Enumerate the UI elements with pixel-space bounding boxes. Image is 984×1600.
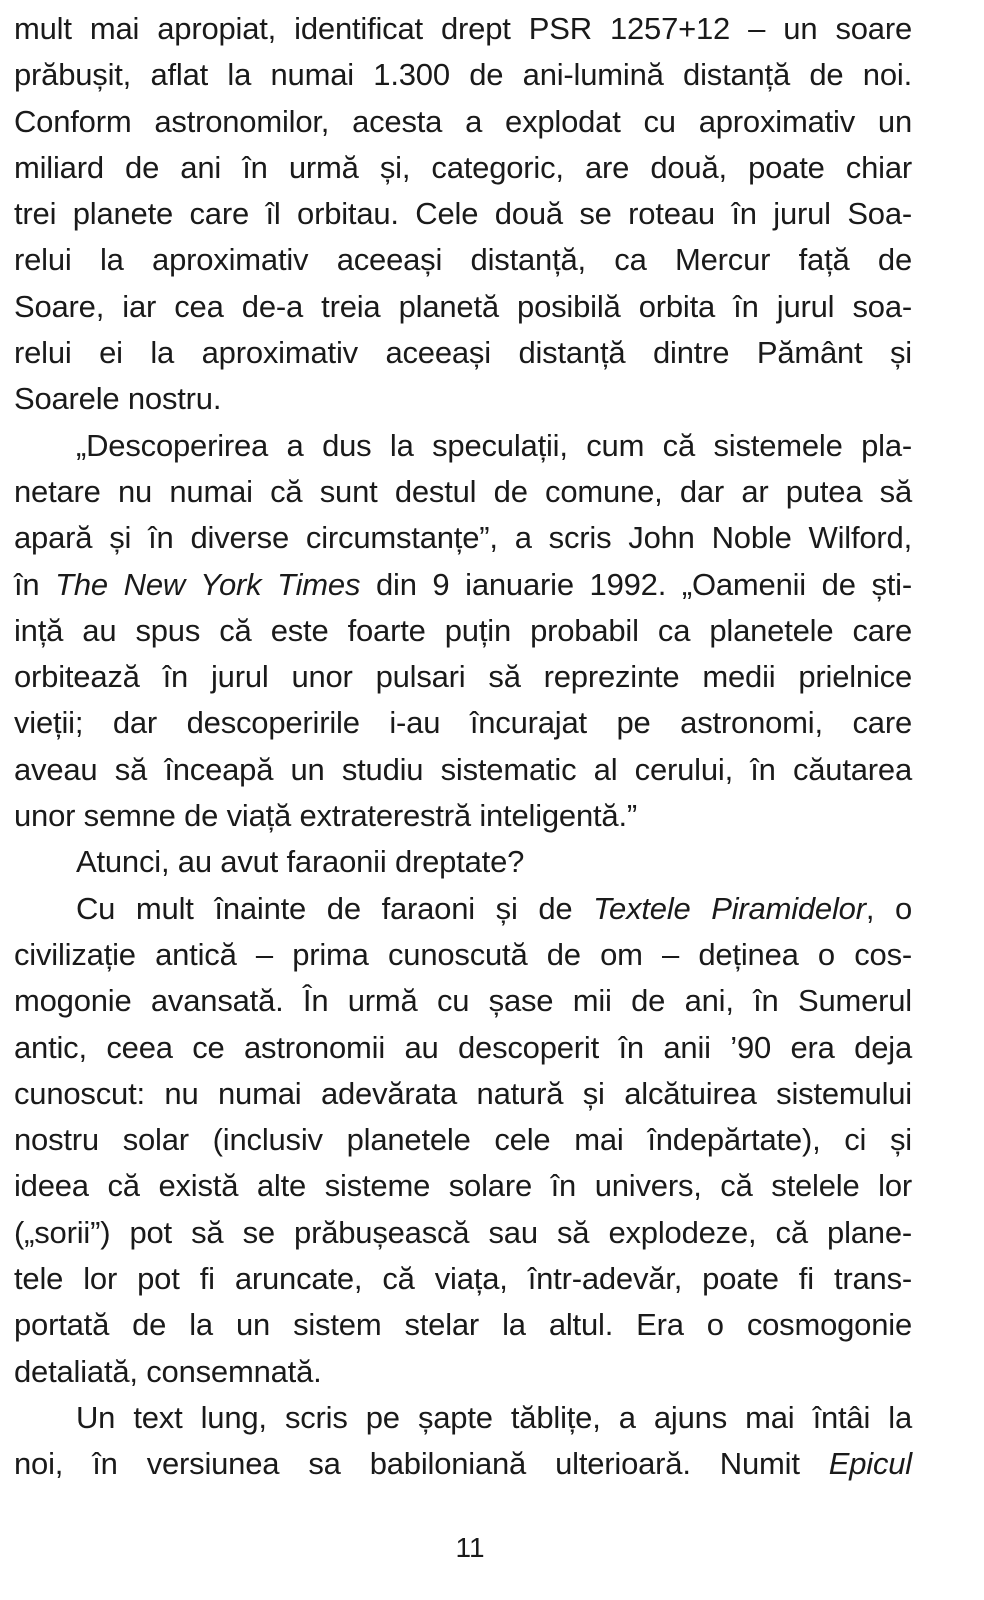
text-line [14,747,912,793]
text-run: mult mai apropiat, identificat drept PSR 1257+12 – un soare [14,11,912,46]
text-run: mogonie avansată. În urmă cu șase mii de ani, în Sumerul [14,983,912,1019]
text-run: relui la aproximativ aceeași distanță, ca Mercur față de [14,242,912,278]
text-line [14,608,912,654]
text-run: ideea că există alte sisteme solare în univers, că stelele lor [14,1168,912,1204]
text-run: vieții; dar descoperirile i-au încurajat pe astronomi, care [14,705,912,741]
text-run: ință au spus că este foarte puțin probabil ca planetele care [14,612,912,648]
text-run: netare nu numai că sunt destul de comune, dar ar putea să [14,473,912,509]
italic-title: The New York Times [55,566,361,602]
text-run: civilizație antică – prima cunoscută de om – deținea o cos- [14,936,912,972]
text-line [14,562,912,608]
text-run: „Descoperirea a dus la speculații, cum că sistemele pla- [76,427,912,463]
text-run: Un text lung, scris pe șapte tăblițe, a ajuns mai întâi la [76,1399,912,1435]
text-run: Soarele nostru. [14,381,222,417]
italic-title: Textele Piramidelor [593,890,866,926]
text-line [14,99,912,145]
text-run: din 9 ianuarie 1992. „Oamenii de ști- [360,566,912,602]
text-run: unor semne de viață extraterestră inteligentă.” [14,798,637,834]
text-line [14,284,912,330]
text-run: cunoscut: nu numai adevărata natură și alcătuirea sistemului [14,1075,912,1111]
text-line [14,52,912,98]
text-run: Cu mult înainte de faraoni și de [76,890,594,926]
text-line [14,1025,912,1071]
text-run: noi, în versiunea sa babiloniană ulterioară. Numit [14,1446,829,1482]
text-run: , o [865,890,913,926]
text-line [14,1256,912,1302]
text-run: Atunci, au avut faraonii dreptate? [76,844,525,880]
text-run: în [14,566,56,602]
text-line [14,932,912,978]
text-line [14,1163,912,1209]
text-line [14,330,912,376]
text-line [14,1210,912,1256]
text-line [14,6,912,52]
text-run: antic, ceea ce astronomii au descoperit în anii ’90 era deja [14,1029,912,1065]
page-number: 11 [455,1532,485,1563]
text-run: trei planete care îl orbitau. Cele două se roteau în jurul Soa- [14,196,912,232]
text-line [14,978,912,1024]
text-line [14,793,912,839]
text-line [14,1071,912,1117]
text-run: Soare, iar cea de-a treia planetă posibilă orbita în jurul soa- [14,288,912,324]
text-line [14,376,912,422]
text-run: portată de la un sistem stelar la altul. Era o cosmogonie [14,1307,912,1343]
text-line [14,1302,912,1348]
text-run: aveau să înceapă un studiu sistematic al cerului, în căutarea [14,751,912,787]
text-line [14,469,912,515]
text-run: tele lor pot fi aruncate, că viața, într-adevăr, poate fi trans- [14,1261,912,1297]
text-line [14,1117,912,1163]
text-line [14,1395,912,1441]
text-line [14,654,912,700]
text-run: apară și în diverse circumstanțe”, a scris John Noble Wilford, [14,520,912,556]
text-line [14,145,912,191]
text-line [14,839,912,885]
text-line [14,237,912,283]
text-line [14,1349,912,1395]
text-run: detaliată, consemnată. [14,1353,322,1389]
text-line [14,886,912,932]
body-text [14,6,912,1488]
italic-title: Epicul [828,1446,912,1482]
text-run: orbitează în jurul unor pulsari să reprezinte medii prielnice [14,659,912,695]
text-line [14,423,912,469]
text-run: („sorii”) pot să se prăbușească sau să explodeze, că plane- [14,1214,912,1250]
text-line [14,700,912,746]
text-run: prăbușit, aflat la numai 1.300 de ani-lumină distanță de noi. [14,57,912,93]
text-line [14,1441,912,1487]
text-line [14,515,912,561]
text-run: nostru solar (inclusiv planetele cele mai îndepărtate), ci și [14,1122,912,1158]
text-run: relui ei la aproximativ aceeași distanță dintre Pământ și [14,335,912,371]
text-run: miliard de ani în urmă și, categoric, are două, poate chiar [14,149,912,185]
text-run: Conform astronomilor, acesta a explodat cu aproximativ un [14,103,912,139]
text-line [14,191,912,237]
